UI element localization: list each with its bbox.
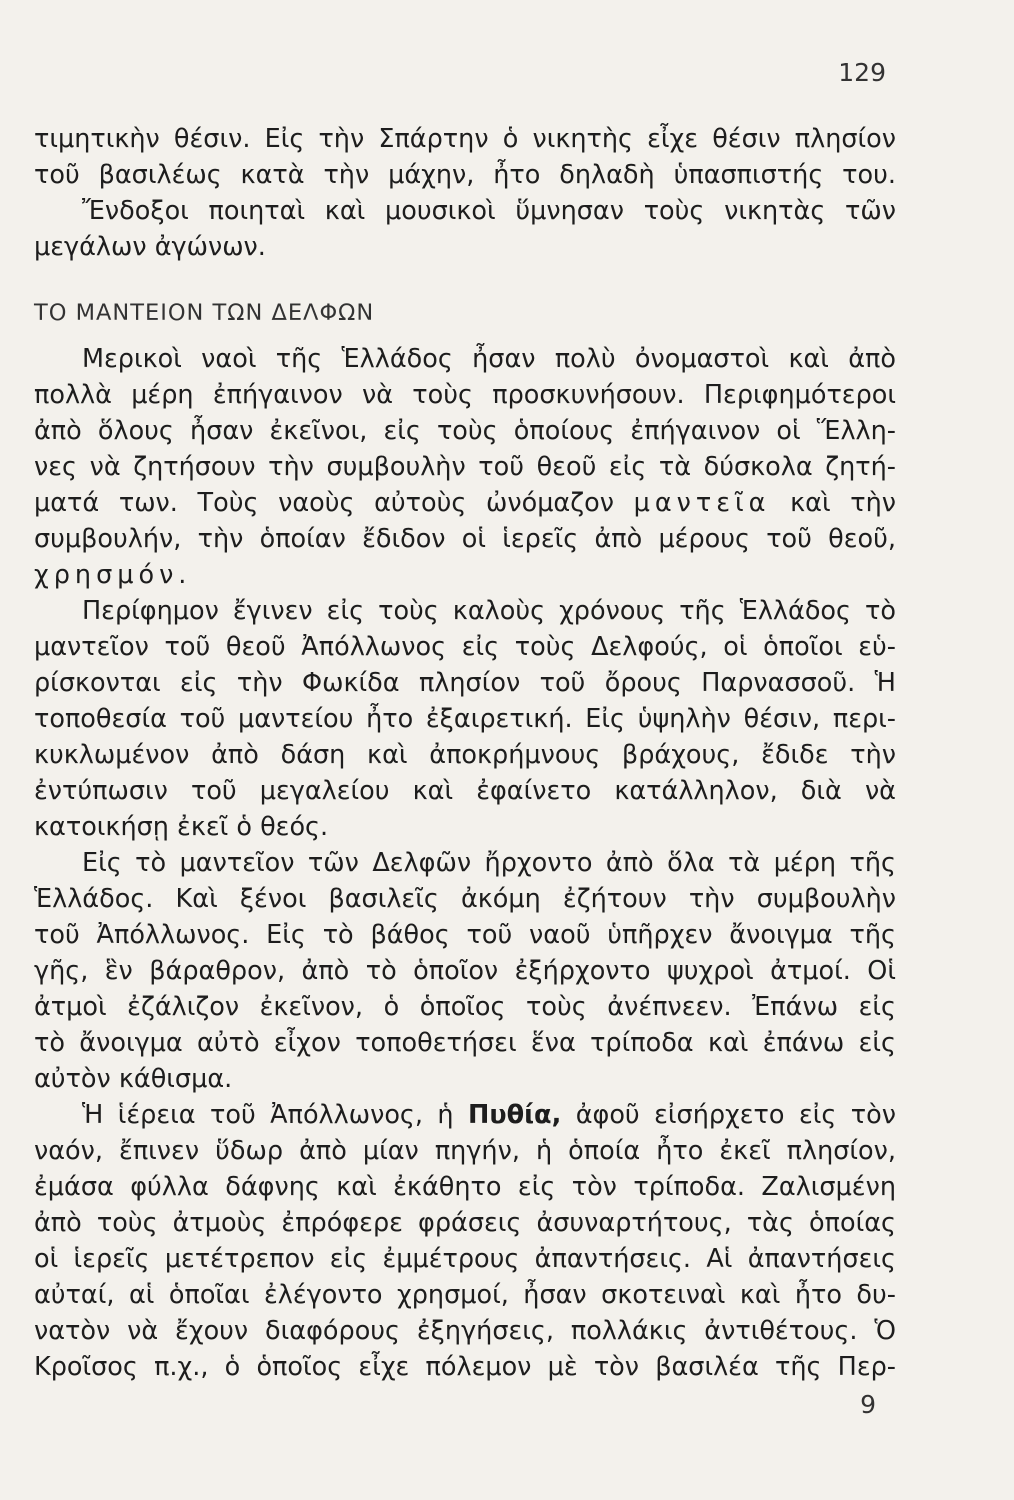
text-run: ἀφοῦ εἰσήρχετο εἰς τὸν — [575, 1100, 896, 1130]
text-line: κυκλωμένον ἀπὸ δάση καὶ ἀποκρήμνους βράχους, ἔδιδε τὴν — [34, 740, 896, 770]
text-line: Εἰς τὸ μαντεῖον τῶν Δελφῶν ἤρχοντο ἀπὸ ὅλα τὰ μέρη τῆς — [82, 848, 896, 878]
emphasized-term: μαντεῖα — [633, 488, 771, 518]
text-line: ναόν, ἔπινεν ὕδωρ ἀπὸ μίαν πηγήν, ἡ ὁποία ἦτο ἐκεῖ πλησίον, — [34, 1136, 896, 1166]
text-line: μαντεῖον τοῦ θεοῦ Ἀπόλλωνος εἰς τοὺς Δελφούς, οἱ ὁποῖοι εὑ- — [34, 632, 896, 662]
text-line: γῆς, ἓν βάραθρον, ἀπὸ τὸ ὁποῖον ἐξήρχοντο ψυχροὶ ἀτμοί. Οἱ — [34, 956, 896, 986]
text-line — [34, 486, 896, 520]
text-line: τιμητικὴν θέσιν. Εἰς τὴν Σπάρτην ὁ νικητὴς εἶχε θέσιν πλησίον — [34, 124, 896, 154]
section-heading: ΤΟ ΜΑΝΤΕΙΟΝ ΤΩΝ ΔΕΛΦΩΝ — [34, 300, 375, 326]
text-line: Ἔνδοξοι ποιηταὶ καὶ μουσικοὶ ὕμνησαν τοὺς νικητὰς τῶν — [82, 196, 896, 226]
text-run: καὶ τὴν — [790, 488, 896, 518]
text-line: Κροῖσος π.χ., ὁ ὁποῖος εἶχε πόλεμον μὲ τὸν βασιλέα τῆς Περ- — [34, 1352, 896, 1382]
text-line: ἀτμοὶ ἐζάλιζον ἐκεῖνον, ὁ ὁποῖος τοὺς ἀνέπνεεν. Ἐπάνω εἰς — [34, 992, 896, 1022]
text-line: Μερικοὶ ναοὶ τῆς Ἑλλάδος ἦσαν πολὺ ὀνομαστοὶ καὶ ἀπὸ — [82, 344, 896, 374]
text-line: ἐμάσα φύλλα δάφνης καὶ ἐκάθητο εἰς τὸν τρίποδα. Ζαλισμένη — [34, 1172, 896, 1202]
text-line: τὸ ἄνοιγμα αὐτὸ εἶχον τοποθετήσει ἕνα τρίποδα καὶ ἐπάνω εἰς — [34, 1028, 896, 1058]
text-line: τοποθεσία τοῦ μαντείου ἦτο ἐξαιρετική. Εἰς ὑψηλὴν θέσιν, περι- — [34, 704, 896, 734]
signature-mark: 9 — [860, 1390, 876, 1419]
text-line: Περίφημον ἔγινεν εἰς τοὺς καλοὺς χρόνους τῆς Ἑλλάδος τὸ — [82, 596, 896, 626]
text-line: νατὸν νὰ ἔχουν διαφόρους ἐξηγήσεις, πολλάκις ἀντιθέτους. Ὁ — [34, 1316, 896, 1346]
emphasized-name: Πυθία, — [468, 1100, 562, 1130]
text-line: μεγάλων ἀγώνων. — [34, 232, 266, 262]
text-line: τοῦ βασιλέως κατὰ τὴν μάχην, ἦτο δηλαδὴ ὑπασπιστής του. — [34, 160, 896, 190]
text-line: κατοικήσῃ ἐκεῖ ὁ θεός. — [34, 812, 329, 842]
text-line: αὐταί, αἱ ὁποῖαι ἐλέγοντο χρησμοί, ἦσαν σκοτειναὶ καὶ ἦτο δυ- — [34, 1280, 896, 1310]
text-line — [82, 1098, 896, 1132]
text-line: συμβουλήν, τὴν ὁποίαν ἔδιδον οἱ ἱερεῖς ἀπὸ μέρους τοῦ θεοῦ, — [34, 524, 896, 554]
text-line: ρίσκονται εἰς τὴν Φωκίδα πλησίον τοῦ ὄρους Παρνασσοῦ. Ἡ — [34, 668, 896, 698]
text-line: πολλὰ μέρη ἐπήγαινον νὰ τοὺς προσκυνήσουν. Περιφημότεροι — [34, 380, 896, 410]
text-line: ἐντύπωσιν τοῦ μεγαλείου καὶ ἐφαίνετο κατάλληλον, διὰ νὰ — [34, 776, 896, 806]
text-run: Ἡ ἱέρεια τοῦ Ἀπόλλωνος, ἡ — [82, 1100, 454, 1130]
text-line: ἀπὸ τοὺς ἀτμοὺς ἐπρόφερε φράσεις ἀσυναρτήτους, τὰς ὁποίας — [34, 1208, 896, 1238]
text-line: αὐτὸν κάθισμα. — [34, 1064, 233, 1094]
text-run: ματά των. Τοὺς ναοὺς αὐτοὺς ὠνόμαζον — [34, 488, 614, 518]
text-line: νες νὰ ζητήσουν τὴν συμβουλὴν τοῦ θεοῦ εἰς τὰ δύσκολα ζητή- — [34, 452, 896, 482]
text-line: Ἑλλάδος. Καὶ ξένοι βασιλεῖς ἀκόμη ἐζήτουν τὴν συμβουλὴν — [34, 884, 896, 914]
text-line: τοῦ Ἀπόλλωνος. Εἰς τὸ βάθος τοῦ ναοῦ ὑπῆρχεν ἄνοιγμα τῆς — [34, 920, 896, 950]
text-line: οἱ ἱερεῖς μετέτρεπον εἰς ἐμμέτρους ἀπαντήσεις. Αἱ ἀπαντήσεις — [34, 1244, 896, 1274]
emphasized-term: χρησμόν. — [34, 560, 192, 590]
text-line: ἀπὸ ὅλους ἦσαν ἐκεῖνοι, εἰς τοὺς ὁποίους ἐπήγαινον οἱ Ἕλλη- — [34, 416, 896, 446]
page-number: 129 — [838, 58, 886, 87]
